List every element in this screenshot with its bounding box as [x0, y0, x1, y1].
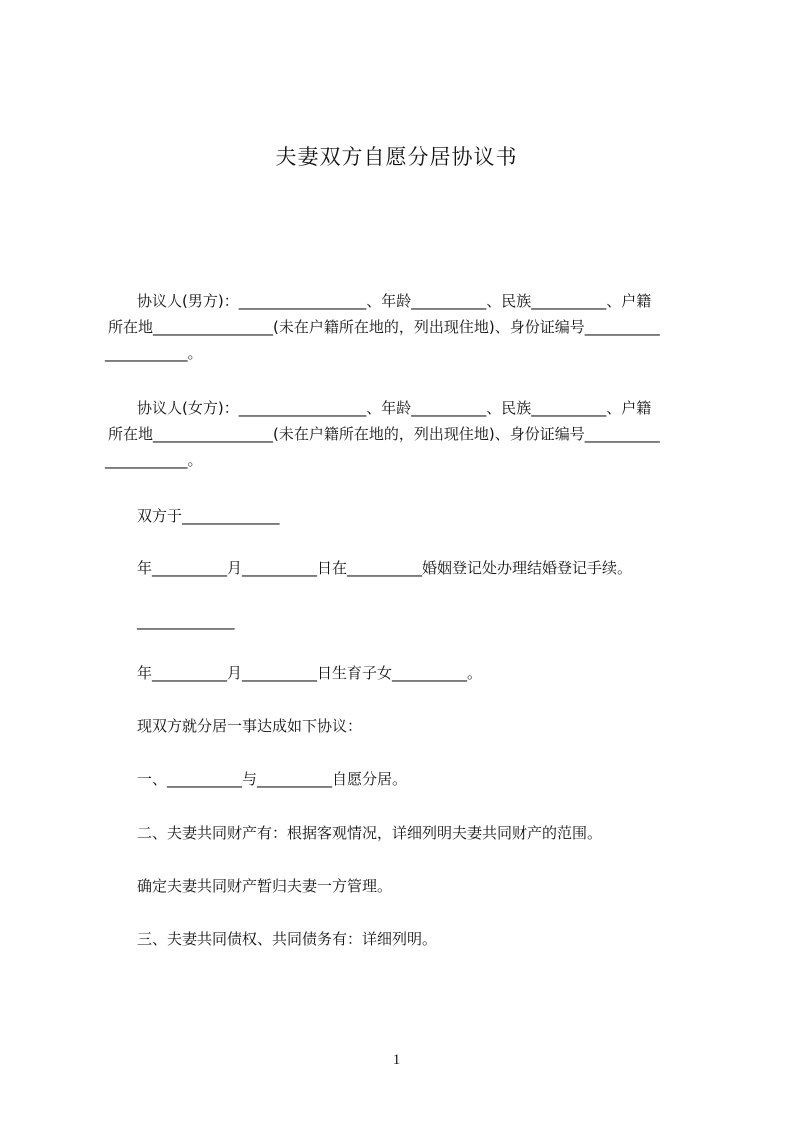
child-birth-line: 年__________月__________日生育子女__________。	[137, 664, 483, 682]
female-party-line-2: 所在地________________(未在户籍所在地的，列出现住地)、身份证编号__________	[108, 425, 660, 443]
marriage-date-line: 双方于_____________	[137, 507, 280, 525]
male-party-line-2: 所在地________________(未在户籍所在地的，列出现住地)、身份证编号__________	[108, 318, 660, 336]
agreement-intro: 现双方就分居一事达成如下协议：	[137, 717, 363, 735]
female-party-line-3: ___________。	[105, 451, 203, 469]
clause-3: 三、夫妻共同债权、共同债务有：详细列明。	[137, 930, 438, 948]
document-title: 夫妻双方自愿分居协议书	[275, 145, 518, 169]
clause-2-note: 确定夫妻共同财产暂归夫妻一方管理。	[137, 877, 393, 895]
male-party-line-3: ___________。	[105, 344, 203, 362]
male-party-line-1: 协议人(男方)：_________________、年龄__________、民族__________、户籍	[137, 292, 652, 310]
clause-1: 一、__________与__________自愿分居。	[137, 770, 408, 788]
page-number: 1	[392, 1052, 401, 1068]
female-party-line-1: 协议人(女方)：_________________、年龄__________、民族__________、户籍	[137, 399, 652, 417]
clause-2: 二、夫妻共同财产有：根据客观情况，详细列明夫妻共同财产的范围。	[137, 824, 603, 842]
child-date-line: _____________	[137, 612, 235, 630]
marriage-registration-line: 年__________月__________日在__________婚姻登记处办理结婚登记手续。	[137, 559, 633, 577]
